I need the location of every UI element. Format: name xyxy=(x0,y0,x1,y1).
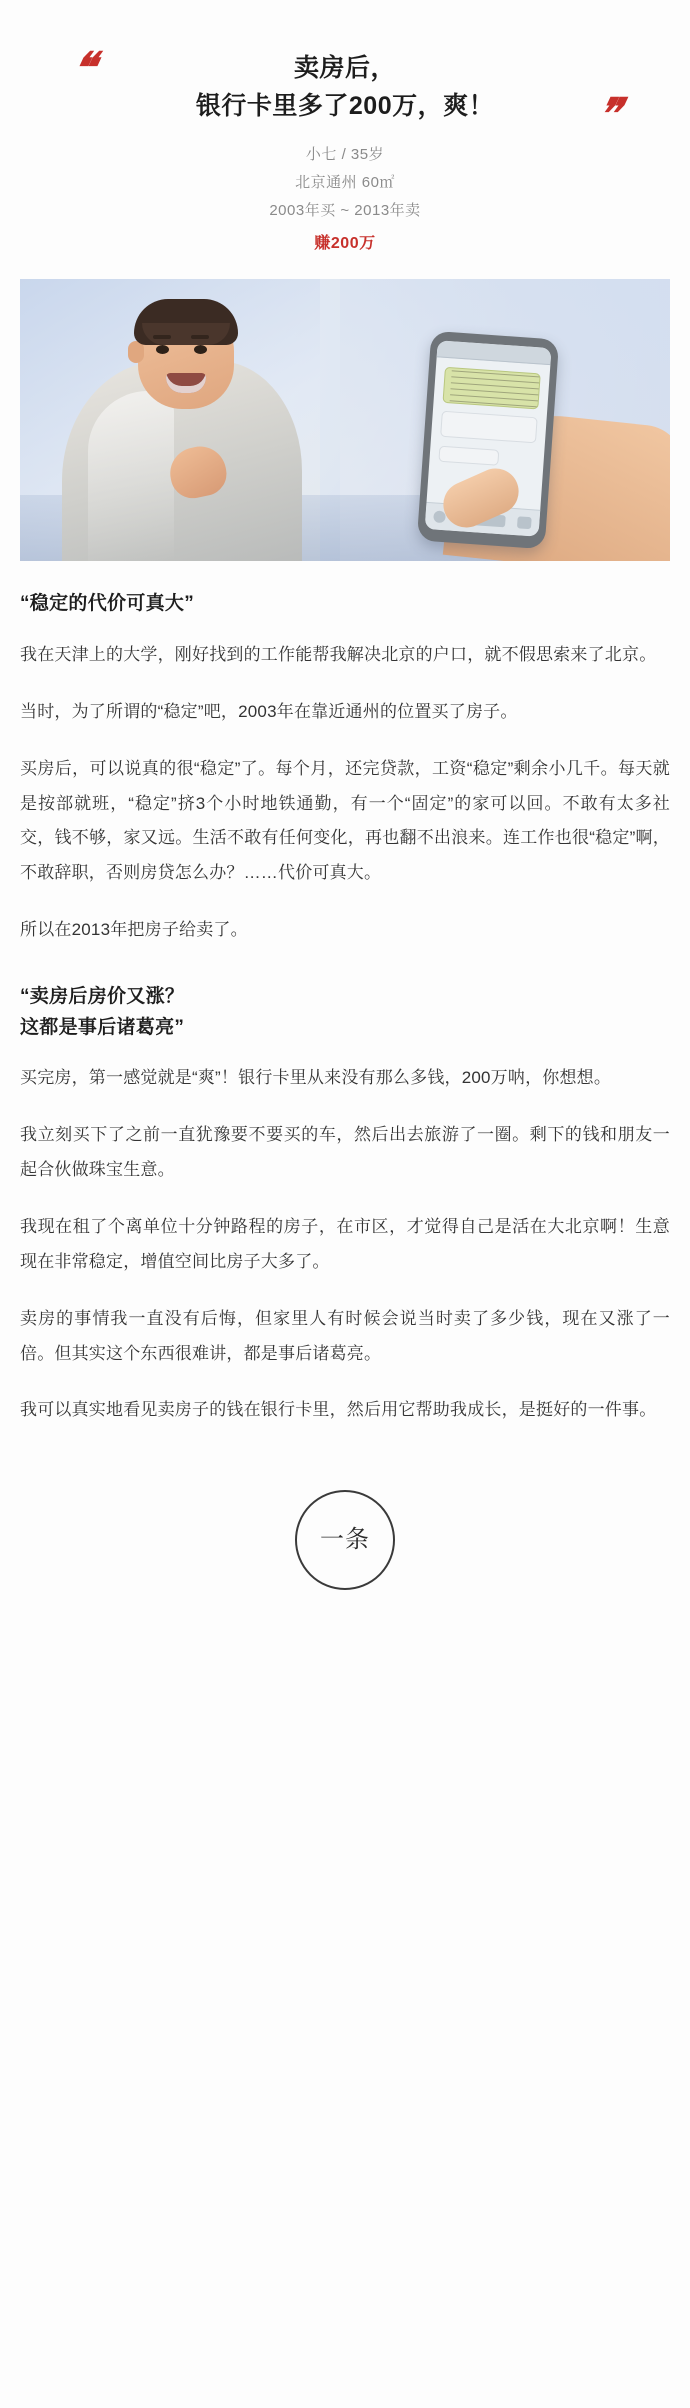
phone-send-icon xyxy=(517,517,532,530)
paragraph: 我可以真实地看见卖房子的钱在银行卡里，然后用它帮助我成长，是挺好的一件事。 xyxy=(20,1400,657,1420)
illustration-canvas xyxy=(20,279,670,561)
page-title xyxy=(85,50,605,125)
footer xyxy=(0,1490,690,1590)
person-eyebrow-right xyxy=(191,335,209,339)
person-hair xyxy=(134,299,238,345)
paragraph: 买完房，第一感觉就是“爽”！银行卡里从来没有那么多钱，200万呐，你想想。 xyxy=(20,1068,612,1088)
section-2-title xyxy=(20,982,670,1044)
paragraph: 我现在租了个离单位十分钟路程的房子，在市区，才觉得自己是活在大北京啊！生意现在非常稳定，增值空间比房子大多了。 xyxy=(20,1216,670,1271)
article-meta xyxy=(0,141,690,224)
section-1-title: “稳定的代价可真大” xyxy=(20,593,195,615)
paragraph: 所以在2013年把房子给卖了。 xyxy=(20,920,248,940)
title-line-1: 卖房后， xyxy=(293,54,396,82)
meta-person: 小七 / 35岁 xyxy=(305,146,385,163)
quote-open-icon: ❝ xyxy=(67,46,98,92)
quote-close-icon: ❞ xyxy=(592,92,623,138)
paragraph: 我立刻买下了之前一直犹豫要不要买的车，然后出去旅游了一圈。剩下的钱和朋友一起合伙做珠宝生意。 xyxy=(20,1125,670,1180)
meta-location: 北京通州 60㎡ xyxy=(295,173,395,191)
article-body xyxy=(20,589,670,1428)
message-bubble xyxy=(442,367,540,410)
message-bubble xyxy=(440,411,538,444)
article-header xyxy=(0,0,690,253)
meta-period: 2003年买 ~ 2013年卖 xyxy=(269,201,421,219)
paragraph: 卖房的事情我一直没有后悔，但家里人有时候会说当时卖了多少钱，现在又涨了一倍。但其实这个东西很难讲，都是事后诸葛亮。 xyxy=(20,1308,670,1363)
section-2-title-line-1: “卖房后房价又涨？ xyxy=(20,985,185,1007)
paragraph: 买房后，可以说真的很“稳定”了。每个月，还完贷款，工资“稳定”剩余小几千。每天就是按部就班，“稳定”挤3个小时地铁通勤，有一个“固定”的家可以回。不敢有太多社交，钱不够，家又远。生活不敢有任何变化，再也翻不出浪来。连工作也很“稳定”啊，不敢辞职，否则房贷怎么办？……代价可真大。 xyxy=(20,758,670,883)
message-bubble xyxy=(438,446,499,466)
person-eyebrow-left xyxy=(153,335,171,339)
article-illustration xyxy=(20,279,670,561)
paragraph: 当时，为了所谓的“稳定”吧，2003年在靠近通州的位置买了房子。 xyxy=(20,701,518,721)
phone-statusbar xyxy=(437,341,552,366)
paragraph: 我在天津上的大学，刚好找到的工作能帮我解决北京的户口，就不假思索来了北京。 xyxy=(20,645,657,665)
title-line-2: 银行卡里多了200万，爽！ xyxy=(195,91,495,120)
section-2-title-line-2: 这都是事后诸葛亮” xyxy=(20,1016,185,1038)
meta-profit: 赚200万 xyxy=(314,235,376,253)
brand-logo: 一条 xyxy=(295,1490,395,1590)
